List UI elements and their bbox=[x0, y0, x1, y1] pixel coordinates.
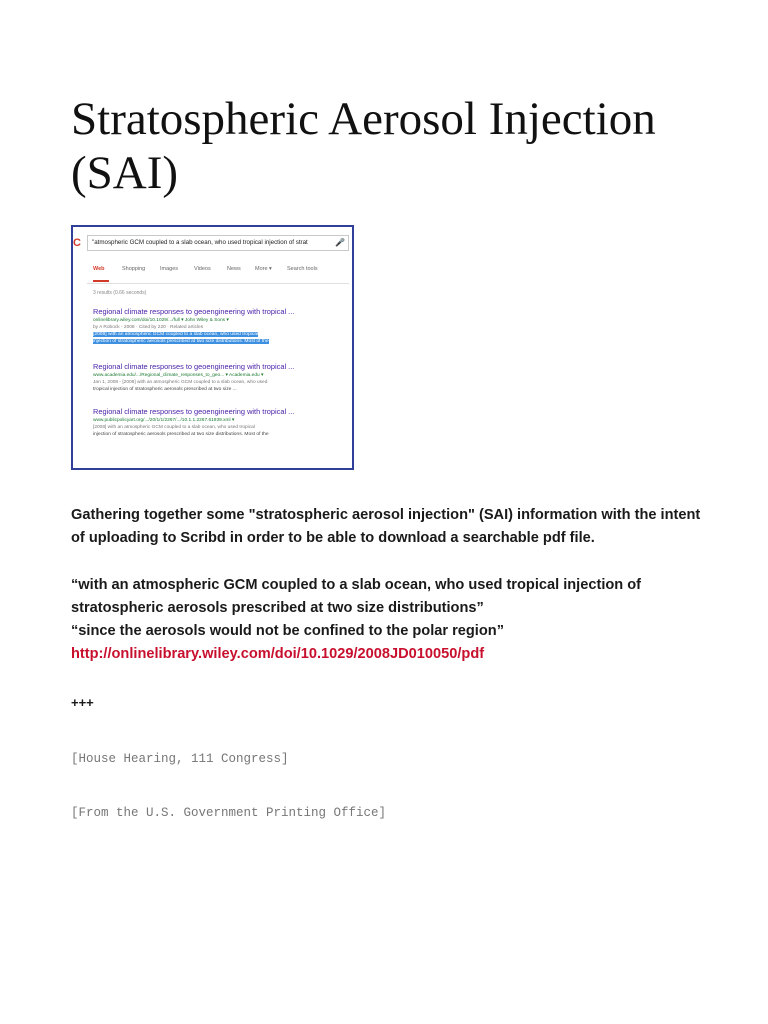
search-query: "atmospheric GCM coupled to a slab ocean, who used tropical injection of strat bbox=[92, 239, 308, 246]
separator-text: +++ bbox=[71, 695, 94, 710]
gpo-line: [From the U.S. Government Printing Office] bbox=[71, 806, 387, 820]
tab-images: Images bbox=[160, 266, 179, 272]
tab-search-tools: Search tools bbox=[287, 266, 318, 272]
result-snippet: injection of stratospheric aerosols prescribed at two size distributions. Most of the bbox=[93, 432, 269, 437]
search-tabs bbox=[93, 266, 354, 280]
tab-shopping: Shopping bbox=[122, 266, 146, 272]
tab-more: More ▾ bbox=[255, 266, 272, 272]
result-title: Regional climate responses to geoengineering with tropical ... bbox=[93, 407, 295, 416]
result-snippet-highlighted: [2008] with an atmospheric GCM coupled to a slab ocean, who used tropical bbox=[93, 332, 259, 337]
result-snippet-highlighted: injection of stratospheric aerosols prescribed at two size distributions. Most of the bbox=[93, 339, 269, 344]
result-meta: [2008] with an atmospheric GCM coupled to a slab ocean, who used tropical bbox=[93, 425, 255, 430]
result-meta: Jan 1, 2008 - [2008] with an atmospheric GCM coupled to a slab ocean, who used bbox=[93, 380, 268, 385]
results-stats: 3 results (0.66 seconds) bbox=[93, 290, 147, 296]
page-title: Stratospheric Aerosol Injection (SAI) bbox=[71, 93, 656, 199]
search-result bbox=[93, 307, 338, 345]
microphone-icon: 🎤 bbox=[335, 238, 345, 247]
search-bar bbox=[87, 235, 349, 251]
quote-2: “since the aerosols would not be confined to the polar region” bbox=[71, 623, 504, 639]
search-result bbox=[93, 407, 338, 438]
intro-paragraph: Gathering together some "stratospheric aerosol injection" (SAI) information with the intent of uploading to Scribd in order to be able to download a searchable pdf file. bbox=[71, 507, 701, 546]
tab-web: Web bbox=[93, 266, 105, 272]
result-url: onlinelibrary.wiley.com/doi/10.1029/.../full ▾ John Wiley & Sons ▾ bbox=[93, 318, 229, 323]
result-snippet: tropical injection of stratospheric aerosols prescribed at two size ... bbox=[93, 387, 237, 392]
tab-videos: Videos bbox=[194, 266, 211, 272]
active-tab-indicator bbox=[93, 280, 109, 282]
house-hearing-line: [House Hearing, 111 Congress] bbox=[71, 752, 289, 766]
result-url: www.academia.edu/.../Regional_climate_responses_to_geo... ▾ Academia.edu ▾ bbox=[93, 373, 264, 378]
tab-news: News bbox=[227, 266, 241, 272]
result-title: Regional climate responses to geoengineering with tropical ... bbox=[93, 307, 295, 316]
search-result bbox=[93, 362, 338, 393]
divider bbox=[87, 283, 349, 284]
source-link[interactable]: http://onlinelibrary.wiley.com/doi/10.1029/2008JD010050/pdf bbox=[71, 646, 485, 662]
result-title: Regional climate responses to geoengineering with tropical ... bbox=[93, 362, 295, 371]
quote-1: “with an atmospheric GCM coupled to a slab ocean, who used tropical injection of stratospheric aerosols prescribed at two size distributions” bbox=[71, 577, 642, 616]
search-screenshot-image bbox=[71, 225, 354, 470]
source-link-line bbox=[71, 643, 711, 666]
result-url: www.publicpolicyart.org/.../20/1/1/2267/.../10.1.1.2267.61939.xml ▾ bbox=[93, 418, 235, 423]
result-meta: by A Robock - 2008 · Cited by 220 · Related articles bbox=[93, 325, 204, 330]
google-logo-icon: C bbox=[73, 237, 81, 249]
